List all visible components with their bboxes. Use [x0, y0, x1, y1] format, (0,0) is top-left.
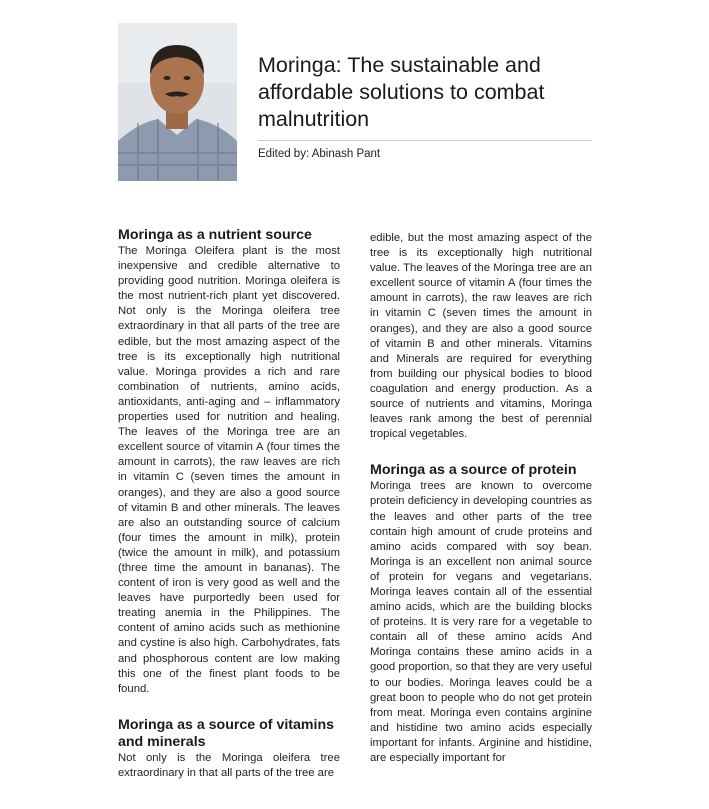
heading-nutrient-source: Moringa as a nutrient source: [118, 227, 312, 243]
author-photo: [118, 23, 237, 181]
editor-credit: Edited by: Abinash Pant: [258, 148, 381, 160]
section-gap: [370, 442, 592, 462]
heading-protein-source: Moringa as a source of protein: [370, 462, 577, 479]
paragraph-protein-source: Moringa trees are known to overcome protein deficiency in developing countries as the leaves and other parts of the tree contain high amount of crude proteins and amino acids compared with soy bean. Moringa is an excellent non animal source of protein for vegans and vegetarians. Moringa leaves contain all of the essential amino acids, which are the building blocks of proteins. It is very rare for a vegetable to contain all of these amino acids And Moringa contains these amino acids in a good proportion, so that they are very useful to our bodies. Moringa leaves could be a great boon to people who do not get protein from meat. Moringa even contains arginine and histidine two amino acids especially important for infants. Arginine and histidine, are especially important for: [370, 480, 592, 764]
paragraph-vitamins-start: Not only is the Moringa oleifera tree extraordinary in that all parts of the tree are: [118, 751, 340, 779]
title-divider: [258, 140, 592, 141]
column-left: [118, 227, 340, 781]
paragraph-vitamins-continued: edible, but the most amazing aspect of the tree is its exceptionally high nutritional value. The leaves of the Moringa tree are an excellent source of vitamin A (four times the amount in carrots), the raw leaves are rich in vitamin C (seven times the amount in oranges), and they are also a good source of vitamin B and other minerals. Vitamins and Minerals are required for everything from building our physical bodies to blood coagulation and energy production. As a source of nutrients and vitamins, Moringa leaves rank among the best of perennial tropical vegetables.: [370, 232, 592, 441]
heading-vitamins-minerals: Moringa as a source of vitamins and minerals: [118, 716, 335, 750]
paragraph-nutrient-source: The Moringa Oleifera plant is the most inexpensive and credible alternative to providing good nutrition. Moringa oleifera is the most nutrient-rich plant yet discovered. Not only is the Moringa oleifera tree extraordinary in that all parts of the tree are edible, but the most amazing aspect of the tree is its exceptionally high nutritional value. Moringa provides a rich and rare combination of nutrients, amino acids, antioxidants, anti-aging and – inflammatory properties used for nutrition and healing. The leaves of the Moringa tree are an excellent source of vitamin A (four times the amount in carrots), the raw leaves are rich in vitamin C (seven times the amount in oranges), and they are also a good source of vitamin B and other minerals. The leaves are also an outstanding source of calcium (four times the amount in milk), protein (twice the amount in milk), and potassium (three time the amount in bananas). The content of iron is very good as well and the leaves have purportedly been used for treating anemia in the Philippines. The content of amino acids such as methionine and cystine is also high. Carbohydrates, fats and phosphorous content are low making this one of the finest plant foods to be found.: [118, 245, 340, 695]
column-right: [370, 231, 592, 766]
article-title: Moringa: The sustainable and affordable solutions to combat malnutrition: [258, 53, 545, 131]
section-gap: [118, 697, 340, 717]
